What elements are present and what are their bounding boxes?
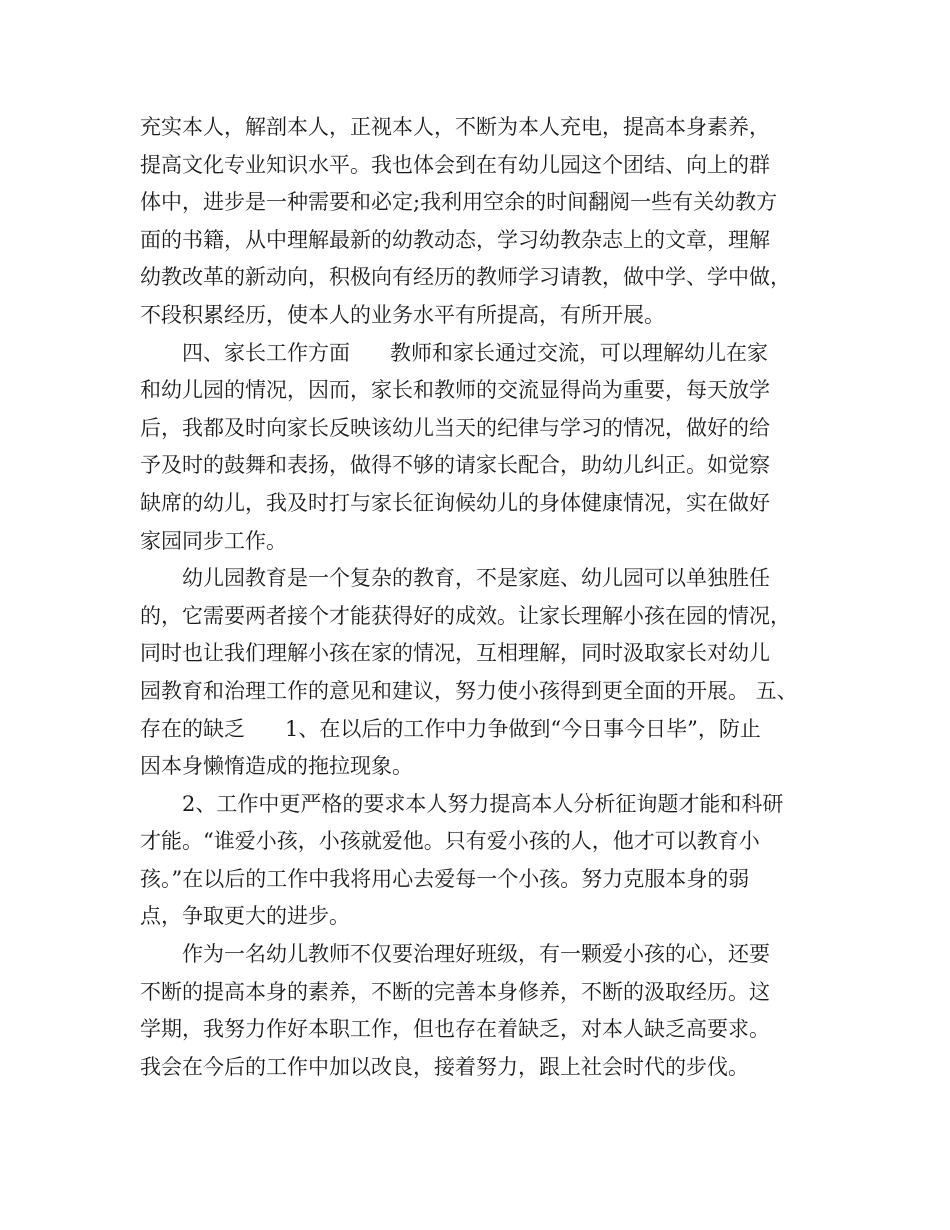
text-line: 才能。“谁爱小孩，小孩就爱他。只有爱小孩的人，他才可以教育小 xyxy=(140,829,760,854)
text-line: 2、工作中更严格的要求本人努力提高本人分析征询题才能和科研 xyxy=(182,791,784,816)
text-line: 面的书籍，从中理解最新的幼教动态，学习幼教杂志上的文章，理解 xyxy=(140,227,770,252)
body-text xyxy=(140,109,830,1086)
text-line: 孩。”在以后的工作中我将用心去爱每一个小孩。努力克服本身的弱 xyxy=(140,866,750,891)
text-line: 因本身懒惰造成的拖拉现象。 xyxy=(140,754,413,779)
text-line: 幼儿园教育是一个复杂的教育，不是家庭、幼儿园可以单独胜任 xyxy=(182,566,770,591)
text-line: 存在的缺乏 1、在以后的工作中力争做到“今日事今日毕”，防止 xyxy=(140,716,761,741)
text-line: 家园同步工作。 xyxy=(140,528,287,553)
text-line: 幼教改革的新动向，积极向有经历的教师学习请教，做中学、学中做， xyxy=(140,265,791,290)
text-line: 点，争取更大的进步。 xyxy=(140,904,350,929)
text-line: 充实本人，解剖本人，正视本人，不断为本人充电，提高本身素养， xyxy=(140,115,770,139)
text-line: 不断的提高本身的素养，不断的完善本身修养，不断的汲取经历。这 xyxy=(140,979,770,1004)
text-line: 作为一名幼儿教师不仅要治理好班级，有一颗爱小孩的心，还要 xyxy=(182,942,770,967)
text-line: 同时也让我们理解小孩在家的情况，互相理解，同时汲取家长对幼儿 xyxy=(140,641,770,666)
text-line: 缺席的幼儿，我及时打与家长征询候幼儿的身体健康情况，实在做好 xyxy=(140,490,770,515)
text-line: 予及时的鼓舞和表扬，做得不够的请家长配合，助幼儿纠正。如觉察 xyxy=(140,453,770,478)
text-line: 后，我都及时向家长反映该幼儿当天的纪律与学习的情况，做好的给 xyxy=(140,415,770,440)
text-line: 园教育和治理工作的意见和建议，努力使小孩得到更全面的开展。 五、 xyxy=(140,678,798,703)
text-line: 和幼儿园的情况，因而，家长和教师的交流显得尚为重要，每天放学 xyxy=(140,378,770,403)
text-line: 不段积累经历，使本人的业务水平有所提高，有所开展。 xyxy=(140,302,665,327)
text-line: 学期，我努力作好本职工作，但也存在着缺乏，对本人缺乏高要求。 xyxy=(140,1017,770,1042)
text-line: 的，它需要两者接个才能获得好的成效。让家长理解小孩在园的情况， xyxy=(140,603,791,628)
text-line: 四、家长工作方面 教师和家长通过交流，可以理解幼儿在家 xyxy=(182,340,769,365)
text-line: 提高文化专业知识水平。我也体会到在有幼儿园这个团结、向上的群 xyxy=(140,152,770,177)
text-line: 体中，进步是一种需要和必定;我利用空余的时间翻阅一些有关幼教方 xyxy=(140,190,778,215)
text-line: 我会在今后的工作中加以改良，接着努力，跟上社会时代的步伐。 xyxy=(140,1054,749,1079)
